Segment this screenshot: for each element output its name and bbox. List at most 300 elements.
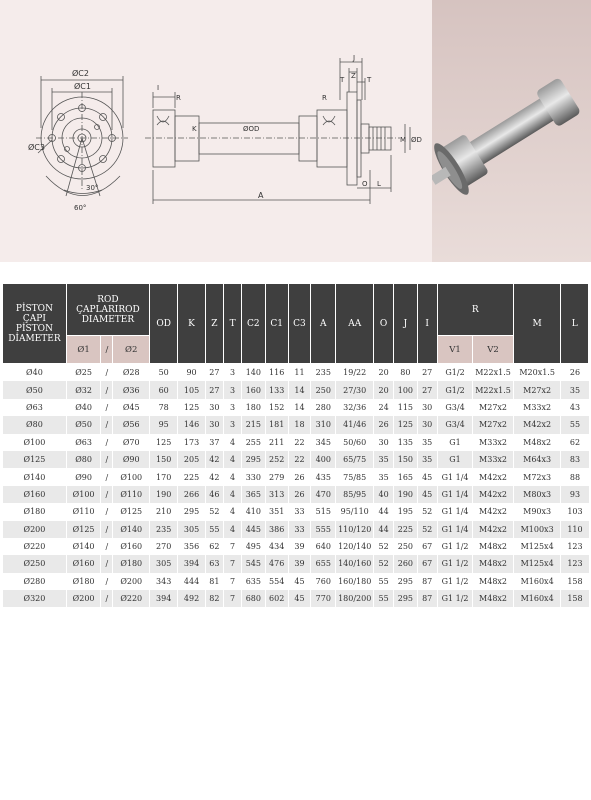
table-cell: G1 xyxy=(437,434,472,451)
table-cell: 82 xyxy=(205,590,223,607)
table-cell: 125 xyxy=(178,399,205,416)
hero-section xyxy=(0,0,591,262)
table-cell: 87 xyxy=(417,590,437,607)
table-cell: 225 xyxy=(178,468,205,485)
label-a: A xyxy=(258,191,264,200)
table-cell: Ø320 xyxy=(3,590,67,607)
table-cell: M48x2 xyxy=(473,590,514,607)
table-cell: Ø140 xyxy=(66,538,100,555)
table-cell: 640 xyxy=(311,538,336,555)
table-row xyxy=(3,381,589,398)
table-cell: 50 xyxy=(149,364,177,382)
table-cell: 4 xyxy=(223,486,241,503)
label-i: I xyxy=(157,84,160,92)
table-cell: 37 xyxy=(205,434,223,451)
table-cell: 85/95 xyxy=(336,486,374,503)
table-cell: 39 xyxy=(288,538,310,555)
table-cell: 43 xyxy=(561,399,589,416)
table-cell: 180 xyxy=(242,399,265,416)
table-cell: Ø180 xyxy=(3,503,67,520)
table-cell: 310 xyxy=(311,416,336,433)
table-cell: G1 1/2 xyxy=(437,538,472,555)
table-cell: 14 xyxy=(288,381,310,398)
table-cell: 356 xyxy=(178,538,205,555)
table-cell: / xyxy=(101,434,113,451)
table-cell: 3 xyxy=(223,381,241,398)
table-cell: 81 xyxy=(205,573,223,590)
table-cell: 26 xyxy=(561,364,589,382)
table-cell: 67 xyxy=(417,555,437,572)
table-cell: Ø140 xyxy=(3,468,67,485)
table-cell: G1 1/4 xyxy=(437,486,472,503)
table-cell: 42 xyxy=(205,451,223,468)
table-cell: 52 xyxy=(417,521,437,538)
table-cell: 343 xyxy=(149,573,177,590)
table-cell: 52 xyxy=(417,503,437,520)
header-c3: C3 xyxy=(288,284,310,364)
table-cell: 4 xyxy=(223,521,241,538)
table-cell: M42x2 xyxy=(473,486,514,503)
table-cell: Ø180 xyxy=(66,573,100,590)
table-cell: 445 xyxy=(242,521,265,538)
table-cell: Ø200 xyxy=(3,521,67,538)
header-o2: Ø2 xyxy=(113,336,150,364)
drawing-svg xyxy=(0,0,432,262)
table-cell: / xyxy=(101,468,113,485)
table-cell: M48x2 xyxy=(513,434,561,451)
table-cell: 495 xyxy=(242,538,265,555)
table-cell: 55 xyxy=(205,521,223,538)
table-cell: / xyxy=(101,590,113,607)
table-cell: 225 xyxy=(394,521,417,538)
table-cell: 4 xyxy=(223,468,241,485)
table-cell: / xyxy=(101,381,113,398)
table-cell: 7 xyxy=(223,590,241,607)
table-cell: 260 xyxy=(394,555,417,572)
table-cell: / xyxy=(101,503,113,520)
table-cell: 44 xyxy=(373,503,393,520)
table-cell: / xyxy=(101,486,113,503)
table-cell: Ø125 xyxy=(66,521,100,538)
table-cell: Ø50 xyxy=(3,381,67,398)
table-cell: 181 xyxy=(265,416,288,433)
table-cell: 125 xyxy=(149,434,177,451)
table-cell: 41/46 xyxy=(336,416,374,433)
table-cell: 555 xyxy=(311,521,336,538)
table-cell: 760 xyxy=(311,573,336,590)
table-cell: / xyxy=(101,521,113,538)
header-rod-diameter xyxy=(66,284,149,336)
table-cell: M27x2 xyxy=(473,399,514,416)
table-row xyxy=(3,416,589,433)
table-cell: 394 xyxy=(149,590,177,607)
table-cell: G1 xyxy=(437,451,472,468)
table-cell: Ø100 xyxy=(113,468,150,485)
table-cell: 250 xyxy=(311,381,336,398)
table-cell: G1 1/4 xyxy=(437,503,472,520)
table-cell: 110/120 xyxy=(336,521,374,538)
table-cell: M160x4 xyxy=(513,573,561,590)
label-angle-60: 60° xyxy=(74,204,87,212)
table-cell: 123 xyxy=(561,538,589,555)
table-cell: 150 xyxy=(394,451,417,468)
table-cell: G1 1/2 xyxy=(437,590,472,607)
header-piston-diameter xyxy=(3,284,67,364)
table-cell: M27x2 xyxy=(513,381,561,398)
table-cell: 655 xyxy=(311,555,336,572)
table-row xyxy=(3,399,589,416)
table-cell: Ø160 xyxy=(3,486,67,503)
table-cell: 55 xyxy=(373,573,393,590)
table-cell: 45 xyxy=(288,590,310,607)
table-cell: Ø220 xyxy=(113,590,150,607)
technical-drawing xyxy=(0,0,432,262)
table-cell: 27 xyxy=(417,364,437,382)
table-cell: 444 xyxy=(178,573,205,590)
table-cell: Ø100 xyxy=(66,486,100,503)
table-cell: 410 xyxy=(242,503,265,520)
table-cell: 62 xyxy=(205,538,223,555)
table-cell: 32/36 xyxy=(336,399,374,416)
header-a: A xyxy=(311,284,336,364)
table-cell: / xyxy=(101,538,113,555)
table-cell: 235 xyxy=(311,364,336,382)
specifications-body xyxy=(3,364,589,608)
table-cell: 42 xyxy=(205,468,223,485)
label-k: K xyxy=(192,125,197,133)
table-cell: 116 xyxy=(265,364,288,382)
table-cell: 83 xyxy=(561,451,589,468)
table-cell: 125 xyxy=(394,416,417,433)
table-cell: Ø160 xyxy=(66,555,100,572)
table-cell: 40 xyxy=(373,486,393,503)
table-cell: 190 xyxy=(394,486,417,503)
label-l: L xyxy=(377,180,381,188)
table-cell: Ø80 xyxy=(3,416,67,433)
table-cell: 30 xyxy=(205,399,223,416)
table-cell: 35 xyxy=(417,451,437,468)
header-text: ROD xyxy=(97,294,119,305)
table-cell: 295 xyxy=(394,573,417,590)
table-row xyxy=(3,434,589,451)
table-cell: 30 xyxy=(417,399,437,416)
table-cell: 770 xyxy=(311,590,336,607)
label-j: J xyxy=(353,54,356,62)
table-cell: 26 xyxy=(288,486,310,503)
header-z: Z xyxy=(205,284,223,364)
table-cell: 165 xyxy=(394,468,417,485)
table-cell: / xyxy=(101,399,113,416)
table-cell: M42x2 xyxy=(473,468,514,485)
table-cell: 205 xyxy=(178,451,205,468)
table-cell: 95/110 xyxy=(336,503,374,520)
header-text: PİSTON xyxy=(15,323,53,334)
table-cell: 26 xyxy=(373,416,393,433)
table-cell: 255 xyxy=(242,434,265,451)
label-od: ØOD xyxy=(243,125,260,133)
label-o: O xyxy=(362,180,368,188)
header-text: ÇAPLARIROD xyxy=(76,304,140,315)
table-cell: Ø125 xyxy=(3,451,67,468)
header-text: ÇAPI xyxy=(22,313,46,324)
product-photo xyxy=(432,0,591,262)
table-cell: 515 xyxy=(311,503,336,520)
table-cell: 250 xyxy=(394,538,417,555)
table-cell: 545 xyxy=(242,555,265,572)
table-cell: / xyxy=(101,555,113,572)
table-cell: 160 xyxy=(242,381,265,398)
label-z: Z xyxy=(351,72,356,80)
table-cell: 103 xyxy=(561,503,589,520)
table-cell: Ø25 xyxy=(66,364,100,382)
table-cell: 602 xyxy=(265,590,288,607)
table-cell: M48x2 xyxy=(473,555,514,572)
table-cell: G1 1/4 xyxy=(437,468,472,485)
table-cell: M80x3 xyxy=(513,486,561,503)
table-cell: 210 xyxy=(149,503,177,520)
table-cell: Ø220 xyxy=(3,538,67,555)
table-cell: 33 xyxy=(288,521,310,538)
table-cell: Ø36 xyxy=(113,381,150,398)
table-cell: 140/160 xyxy=(336,555,374,572)
table-cell: 55 xyxy=(561,416,589,433)
table-cell: Ø45 xyxy=(113,399,150,416)
label-c1: ØC1 xyxy=(74,82,91,91)
table-cell: Ø250 xyxy=(3,555,67,572)
table-cell: M125x4 xyxy=(513,555,561,572)
table-cell: 50/60 xyxy=(336,434,374,451)
table-cell: 110 xyxy=(561,521,589,538)
table-cell: Ø110 xyxy=(66,503,100,520)
table-cell: 45 xyxy=(288,573,310,590)
table-cell: 67 xyxy=(417,538,437,555)
table-cell: 45 xyxy=(417,486,437,503)
table-cell: / xyxy=(101,573,113,590)
table-cell: 150 xyxy=(149,451,177,468)
table-cell: 386 xyxy=(265,521,288,538)
table-cell: G1/2 xyxy=(437,381,472,398)
label-t-2: T xyxy=(367,76,372,84)
header-m: M xyxy=(513,284,561,364)
table-cell: 78 xyxy=(149,399,177,416)
specifications-table xyxy=(2,283,589,607)
label-angle-30: 30° xyxy=(86,184,99,192)
table-cell: Ø200 xyxy=(66,590,100,607)
table-cell: 27/30 xyxy=(336,381,374,398)
table-cell: 133 xyxy=(265,381,288,398)
header-r: R xyxy=(437,284,513,336)
table-cell: / xyxy=(101,364,113,382)
table-cell: 22 xyxy=(288,451,310,468)
table-cell: Ø32 xyxy=(66,381,100,398)
table-cell: 152 xyxy=(265,399,288,416)
table-cell: Ø70 xyxy=(113,434,150,451)
table-cell: 190 xyxy=(149,486,177,503)
table-cell: 120/140 xyxy=(336,538,374,555)
label-r-left: R xyxy=(176,94,181,102)
table-cell: M22x1.5 xyxy=(473,364,514,382)
table-cell: 95 xyxy=(149,416,177,433)
table-cell: 365 xyxy=(242,486,265,503)
table-cell: M33x2 xyxy=(473,451,514,468)
table-cell: Ø110 xyxy=(113,486,150,503)
header-aa: AA xyxy=(336,284,374,364)
table-cell: 27 xyxy=(417,381,437,398)
table-cell: / xyxy=(101,416,113,433)
label-r-right: R xyxy=(322,94,327,102)
table-cell: M20x1.5 xyxy=(513,364,561,382)
table-cell: Ø28 xyxy=(113,364,150,382)
table-cell: 30 xyxy=(205,416,223,433)
table-cell: 279 xyxy=(265,468,288,485)
table-cell: Ø280 xyxy=(3,573,67,590)
table-cell: M42x2 xyxy=(473,521,514,538)
header-k: K xyxy=(178,284,205,364)
table-cell: 305 xyxy=(178,521,205,538)
table-cell: 3 xyxy=(223,416,241,433)
table-cell: 65/75 xyxy=(336,451,374,468)
table-cell: 105 xyxy=(178,381,205,398)
table-cell: Ø63 xyxy=(3,399,67,416)
table-cell: 62 xyxy=(561,434,589,451)
table-cell: 60 xyxy=(149,381,177,398)
table-cell: 160/180 xyxy=(336,573,374,590)
header-v1: V1 xyxy=(437,336,472,364)
table-cell: 266 xyxy=(178,486,205,503)
table-cell: Ø56 xyxy=(113,416,150,433)
table-cell: 330 xyxy=(242,468,265,485)
table-cell: M64x3 xyxy=(513,451,561,468)
table-cell: 22 xyxy=(288,434,310,451)
header-text: PİSTON xyxy=(15,303,53,314)
table-cell: 4 xyxy=(223,503,241,520)
table-cell: Ø180 xyxy=(113,555,150,572)
table-cell: 345 xyxy=(311,434,336,451)
table-row xyxy=(3,538,589,555)
table-cell: Ø50 xyxy=(66,416,100,433)
table-cell: 14 xyxy=(288,399,310,416)
table-cell: 7 xyxy=(223,538,241,555)
table-cell: 305 xyxy=(149,555,177,572)
table-cell: 140 xyxy=(242,364,265,382)
table-cell: 476 xyxy=(265,555,288,572)
table-cell: M22x1.5 xyxy=(473,381,514,398)
table-cell: 75/85 xyxy=(336,468,374,485)
table-cell: 20 xyxy=(373,381,393,398)
table-cell: 135 xyxy=(394,434,417,451)
table-cell: 20 xyxy=(373,364,393,382)
table-cell: Ø125 xyxy=(113,503,150,520)
table-cell: 295 xyxy=(178,503,205,520)
header-v2: V2 xyxy=(473,336,514,364)
table-cell: Ø100 xyxy=(3,434,67,451)
table-cell: M90x3 xyxy=(513,503,561,520)
table-cell: 295 xyxy=(242,451,265,468)
table-cell: G1 1/4 xyxy=(437,521,472,538)
table-cell: 123 xyxy=(561,555,589,572)
header-j: J xyxy=(394,284,417,364)
table-cell: 470 xyxy=(311,486,336,503)
header-c2: C2 xyxy=(242,284,265,364)
table-cell: Ø90 xyxy=(113,451,150,468)
table-cell: 52 xyxy=(373,555,393,572)
table-cell: M27x2 xyxy=(473,416,514,433)
header-text: DIAMETER xyxy=(81,314,135,325)
table-cell: G3/4 xyxy=(437,399,472,416)
table-cell: 33 xyxy=(288,503,310,520)
label-t-1: T xyxy=(340,76,345,84)
table-cell: M100x3 xyxy=(513,521,561,538)
table-cell: 434 xyxy=(265,538,288,555)
table-cell: Ø90 xyxy=(66,468,100,485)
table-cell: 52 xyxy=(205,503,223,520)
table-cell: M48x2 xyxy=(473,538,514,555)
table-cell: Ø40 xyxy=(3,364,67,382)
header-text: DİAMETER xyxy=(8,333,61,344)
header-o1: Ø1 xyxy=(66,336,100,364)
table-cell: Ø200 xyxy=(113,573,150,590)
cylinder-photo-illustration xyxy=(432,0,591,262)
table-cell: 158 xyxy=(561,573,589,590)
table-cell: 24 xyxy=(373,399,393,416)
table-row xyxy=(3,590,589,607)
table-cell: 313 xyxy=(265,486,288,503)
table-cell: 35 xyxy=(373,451,393,468)
table-cell: 93 xyxy=(561,486,589,503)
table-row xyxy=(3,573,589,590)
label-c2: ØC2 xyxy=(72,69,89,78)
label-m: M xyxy=(400,136,407,144)
table-cell: 158 xyxy=(561,590,589,607)
table-cell: 26 xyxy=(288,468,310,485)
table-cell: 235 xyxy=(149,521,177,538)
header-od: OD xyxy=(149,284,177,364)
table-cell: 7 xyxy=(223,555,241,572)
table-cell: 11 xyxy=(288,364,310,382)
table-cell: 115 xyxy=(394,399,417,416)
table-cell: G1 1/2 xyxy=(437,573,472,590)
table-cell: 195 xyxy=(394,503,417,520)
table-cell: 87 xyxy=(417,573,437,590)
header-t: T xyxy=(223,284,241,364)
table-cell: 44 xyxy=(373,521,393,538)
header-i: I xyxy=(417,284,437,364)
table-cell: 4 xyxy=(223,451,241,468)
table-cell: 394 xyxy=(178,555,205,572)
table-cell: G1 1/2 xyxy=(437,555,472,572)
header-l: L xyxy=(561,284,589,364)
table-cell: 39 xyxy=(288,555,310,572)
table-cell: M72x3 xyxy=(513,468,561,485)
label-c3: ØC3 xyxy=(28,143,45,152)
table-cell: 351 xyxy=(265,503,288,520)
table-cell: 400 xyxy=(311,451,336,468)
table-cell: 18 xyxy=(288,416,310,433)
table-cell: Ø80 xyxy=(66,451,100,468)
table-row xyxy=(3,364,589,382)
table-cell: 30 xyxy=(417,416,437,433)
table-row xyxy=(3,555,589,572)
table-row xyxy=(3,486,589,503)
table-cell: 435 xyxy=(311,468,336,485)
table-cell: 554 xyxy=(265,573,288,590)
table-cell: 211 xyxy=(265,434,288,451)
table-cell: 30 xyxy=(373,434,393,451)
table-row xyxy=(3,503,589,520)
table-cell: M48x2 xyxy=(473,573,514,590)
header-o: O xyxy=(373,284,393,364)
table-row xyxy=(3,521,589,538)
